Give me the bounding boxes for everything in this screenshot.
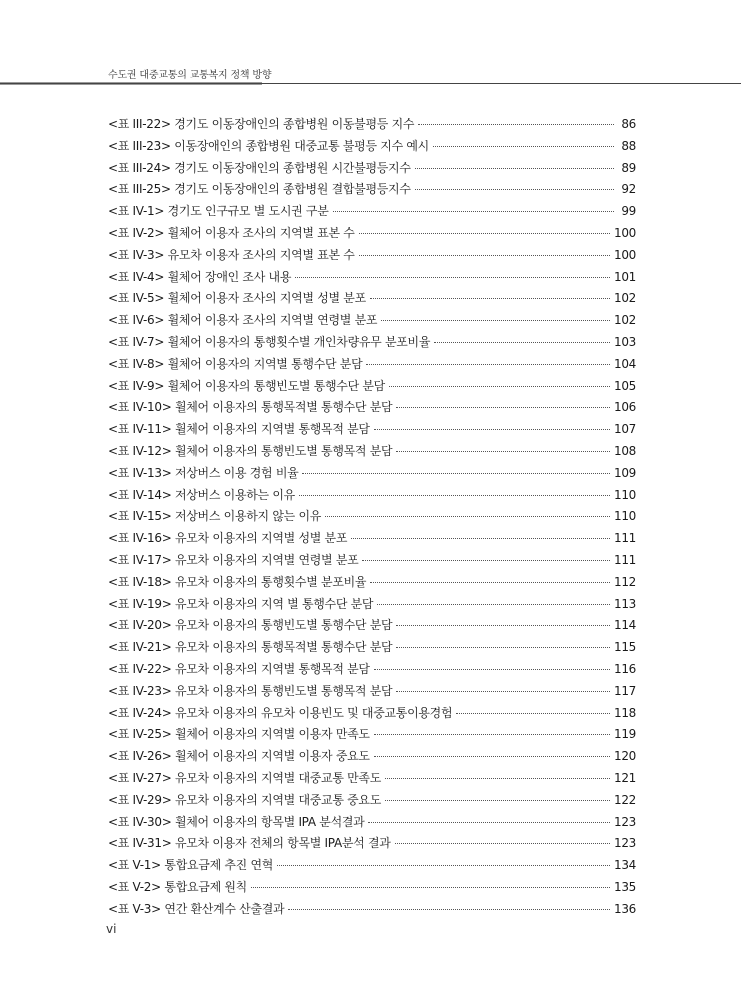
toc-entry-page: 86 bbox=[621, 117, 636, 131]
toc-entry-label: <표 III-24> 경기도 이동장애인의 종합병원 시간불평등지수 bbox=[108, 160, 411, 175]
toc-entry-label: <표 III-25> 경기도 이동장애인의 종합병원 결합불평등지수 bbox=[108, 182, 411, 197]
toc-entry-page: 89 bbox=[621, 160, 636, 175]
toc-entry-page: 118 bbox=[613, 705, 636, 720]
toc-dot-leader bbox=[251, 887, 610, 888]
toc-dot-leader bbox=[381, 320, 610, 321]
toc-entry[interactable] bbox=[108, 791, 636, 813]
toc-entry[interactable] bbox=[108, 224, 636, 246]
toc-entry-label: <표 IV-30> 휠체어 이용자의 항목별 IPA 분석결과 bbox=[108, 814, 365, 829]
toc-entry[interactable] bbox=[108, 268, 636, 290]
toc-entry-label: <표 IV-8> 휠체어 이용자의 지역별 통행수단 분담 bbox=[108, 356, 363, 371]
toc-entry-label: <표 IV-15> 저상버스 이용하지 않는 이유 bbox=[108, 509, 322, 524]
toc-entry-page: 88 bbox=[621, 138, 636, 153]
toc-dot-leader bbox=[434, 342, 610, 343]
toc-entry-page: 102 bbox=[613, 313, 636, 328]
toc-entry-label: <표 IV-25> 휠체어 이용자의 지역별 이용자 만족도 bbox=[108, 727, 370, 742]
toc-entry[interactable] bbox=[108, 900, 636, 922]
toc-entry[interactable] bbox=[108, 377, 636, 399]
toc-entry[interactable] bbox=[108, 725, 636, 747]
toc-entry-page: 107 bbox=[613, 422, 636, 437]
toc-entry-page: 120 bbox=[613, 749, 636, 764]
toc-entry-page: 123 bbox=[613, 836, 636, 851]
toc-entry-page: 136 bbox=[613, 901, 636, 916]
toc-dot-leader bbox=[366, 364, 610, 365]
toc-entry-page: 99 bbox=[621, 204, 636, 219]
running-header: 수도권 대중교통의 교통복지 정책 방향 bbox=[108, 70, 272, 81]
toc-entry[interactable] bbox=[108, 704, 636, 726]
toc-entry-label: <표 IV-24> 유모차 이용자의 유모차 이용빈도 및 대중교통이용경험 bbox=[108, 705, 453, 720]
toc-entry[interactable] bbox=[108, 333, 636, 355]
toc-entry-label: <표 IV-14> 저상버스 이용하는 이유 bbox=[108, 487, 295, 502]
toc-entry-label: <표 IV-20> 유모차 이용자의 통행빈도별 통행수단 분담 bbox=[108, 618, 393, 633]
toc-entry[interactable] bbox=[108, 595, 636, 617]
toc-dot-leader bbox=[351, 538, 610, 539]
toc-entry[interactable] bbox=[108, 355, 636, 377]
toc-dot-leader bbox=[385, 778, 610, 779]
toc-dot-leader bbox=[396, 691, 610, 692]
toc-entry[interactable] bbox=[108, 159, 636, 181]
toc-entry-label: <표 IV-27> 유모차 이용자의 지역별 대중교통 만족도 bbox=[108, 770, 381, 785]
toc-entry[interactable] bbox=[108, 573, 636, 595]
toc-entry[interactable] bbox=[108, 202, 636, 224]
toc-entry-label: <표 IV-10> 휠체어 이용자의 통행목적별 통행수단 분담 bbox=[108, 400, 393, 415]
header-rule bbox=[0, 83, 741, 84]
toc-entry[interactable] bbox=[108, 289, 636, 311]
toc-entry-page: 101 bbox=[613, 269, 636, 284]
toc-entry[interactable] bbox=[108, 856, 636, 878]
toc-entry-page: 105 bbox=[613, 378, 636, 393]
toc-dot-leader bbox=[415, 189, 614, 190]
toc-dot-leader bbox=[374, 734, 610, 735]
toc-entry-label: <표 IV-23> 유모차 이용자의 통행빈도별 통행목적 분담 bbox=[108, 683, 393, 698]
toc-entry[interactable] bbox=[108, 137, 636, 159]
toc-dot-leader bbox=[374, 429, 610, 430]
toc-entry[interactable] bbox=[108, 616, 636, 638]
toc-entry[interactable] bbox=[108, 442, 636, 464]
toc-dot-leader bbox=[374, 669, 610, 670]
toc-entry-label: <표 IV-7> 휠체어 이용자의 통행횟수별 개인차량유무 분포비율 bbox=[108, 334, 431, 349]
toc-entry[interactable] bbox=[108, 834, 636, 856]
toc-entry[interactable] bbox=[108, 398, 636, 420]
toc-entry-label: <표 IV-22> 유모차 이용자의 지역별 통행목적 분담 bbox=[108, 661, 370, 676]
toc-dot-leader bbox=[456, 713, 610, 714]
toc-entry-label: <표 IV-4> 휠체어 장애인 조사 내용 bbox=[108, 269, 292, 284]
toc-entry-label: <표 IV-9> 휠체어 이용자의 통행빈도별 통행수단 분담 bbox=[108, 378, 385, 393]
toc-entry-page: 110 bbox=[613, 509, 636, 524]
toc-dot-leader bbox=[396, 451, 610, 452]
toc-dot-leader bbox=[288, 909, 610, 910]
toc-entry[interactable] bbox=[108, 115, 636, 137]
toc-entry-label: <표 V-3> 연간 환산계수 산출결과 bbox=[108, 901, 285, 916]
toc-entry-label: <표 IV-21> 유모차 이용자의 통행목적별 통행수단 분담 bbox=[108, 640, 393, 655]
toc-dot-leader bbox=[396, 647, 610, 648]
toc-entry-page: 114 bbox=[613, 618, 636, 633]
toc-entry-page: 111 bbox=[613, 552, 636, 567]
toc-entry-page: 100 bbox=[613, 247, 636, 262]
toc-entry-page: 104 bbox=[613, 356, 636, 371]
toc-entry-page: 108 bbox=[613, 443, 636, 458]
toc-entry-label: <표 III-23> 이동장애인의 종합병원 대중교통 불평등 지수 예시 bbox=[108, 138, 429, 153]
toc-dot-leader bbox=[362, 560, 610, 561]
toc-dot-leader bbox=[370, 298, 610, 299]
toc-entry-label: <표 V-2> 통합요금제 원칙 bbox=[108, 879, 247, 894]
toc-dot-leader bbox=[385, 800, 610, 801]
toc-entry-page: 103 bbox=[613, 334, 636, 349]
toc-dot-leader bbox=[377, 604, 610, 605]
toc-dot-leader bbox=[299, 495, 610, 496]
toc-entry-page: 92 bbox=[621, 182, 636, 197]
toc-entry-page: 106 bbox=[613, 400, 636, 415]
toc-entry-page: 134 bbox=[613, 858, 636, 873]
toc-entry[interactable] bbox=[108, 878, 636, 900]
toc-entry-label: <표 IV-16> 유모차 이용자의 지역별 성별 분포 bbox=[108, 531, 348, 546]
toc-dot-leader bbox=[396, 407, 610, 408]
table-of-contents bbox=[108, 115, 636, 921]
toc-entry[interactable] bbox=[108, 638, 636, 660]
toc-dot-leader bbox=[415, 168, 614, 169]
toc-dot-leader bbox=[374, 756, 610, 757]
toc-entry-page: 115 bbox=[613, 640, 636, 655]
toc-entry[interactable] bbox=[108, 551, 636, 573]
toc-entry-label: <표 IV-31> 유모차 이용자 전체의 항목별 IPA분석 결과 bbox=[108, 836, 391, 851]
toc-entry-label: <표 IV-26> 휠체어 이용자의 지역별 이용자 중요도 bbox=[108, 749, 370, 764]
toc-entry-page: 119 bbox=[613, 727, 636, 742]
toc-entry-label: <표 IV-3> 유모차 이용자 조사의 지역별 표본 수 bbox=[108, 247, 355, 262]
toc-entry-page: 135 bbox=[613, 879, 636, 894]
toc-entry[interactable] bbox=[108, 660, 636, 682]
toc-entry[interactable] bbox=[108, 420, 636, 442]
toc-entry[interactable] bbox=[108, 311, 636, 333]
toc-entry-label: <표 IV-6> 휠체어 이용자 조사의 지역별 연령별 분포 bbox=[108, 313, 378, 328]
toc-dot-leader bbox=[389, 386, 610, 387]
toc-dot-leader bbox=[433, 146, 614, 147]
toc-dot-leader bbox=[295, 277, 610, 278]
toc-dot-leader bbox=[325, 516, 610, 517]
toc-entry[interactable] bbox=[108, 769, 636, 791]
toc-entry-label: <표 IV-13> 저상버스 이용 경험 비율 bbox=[108, 465, 299, 480]
toc-dot-leader bbox=[359, 233, 610, 234]
toc-entry-page: 116 bbox=[613, 661, 636, 676]
toc-entry-label: <표 IV-19> 유모차 이용자의 지역 별 통행수단 분담 bbox=[108, 596, 374, 611]
toc-dot-leader bbox=[333, 211, 615, 212]
toc-entry-label: <표 IV-29> 유모차 이용자의 지역별 대중교통 중요도 bbox=[108, 792, 381, 807]
toc-entry-label: <표 IV-1> 경기도 인구규모 별 도시권 구분 bbox=[108, 204, 329, 219]
toc-dot-leader bbox=[370, 582, 610, 583]
toc-entry-page: 110 bbox=[613, 487, 636, 502]
toc-dot-leader bbox=[302, 473, 610, 474]
toc-entry-label: <표 IV-12> 휠체어 이용자의 통행빈도별 통행목적 분담 bbox=[108, 443, 393, 458]
toc-entry[interactable] bbox=[108, 464, 636, 486]
toc-entry[interactable] bbox=[108, 529, 636, 551]
toc-entry-label: <표 IV-2> 휠체어 이용자 조사의 지역별 표본 수 bbox=[108, 225, 355, 240]
toc-entry-label: <표 IV-18> 유모차 이용자의 통행횟수별 분포비율 bbox=[108, 574, 367, 589]
toc-dot-leader bbox=[396, 625, 610, 626]
toc-entry[interactable] bbox=[108, 747, 636, 769]
toc-entry-page: 102 bbox=[613, 291, 636, 306]
toc-entry[interactable] bbox=[108, 180, 636, 202]
toc-entry[interactable] bbox=[108, 682, 636, 704]
toc-dot-leader bbox=[359, 255, 610, 256]
toc-entry-page: 117 bbox=[613, 683, 636, 698]
toc-entry-label: <표 V-1> 통합요금제 추진 연혁 bbox=[108, 858, 274, 873]
toc-entry-page: 112 bbox=[613, 574, 636, 589]
toc-entry[interactable] bbox=[108, 507, 636, 529]
toc-entry-page: 121 bbox=[613, 770, 636, 785]
toc-dot-leader bbox=[277, 865, 610, 866]
toc-entry[interactable] bbox=[108, 813, 636, 835]
toc-entry-label: <표 IV-11> 휠체어 이용자의 지역별 통행목적 분담 bbox=[108, 422, 370, 437]
toc-entry-page: 122 bbox=[613, 792, 636, 807]
toc-entry-page: 109 bbox=[613, 465, 636, 480]
toc-entry-page: 111 bbox=[613, 531, 636, 546]
toc-entry-label: <표 IV-17> 유모차 이용자의 지역별 연령별 분포 bbox=[108, 552, 359, 567]
toc-entry-label: <표 IV-5> 휠체어 이용자 조사의 지역별 성별 분포 bbox=[108, 291, 366, 306]
toc-entry-page: 113 bbox=[613, 596, 636, 611]
toc-entry-page: 100 bbox=[613, 225, 636, 240]
page-number: vi bbox=[106, 922, 117, 936]
toc-entry-page: 123 bbox=[613, 814, 636, 829]
toc-dot-leader bbox=[395, 843, 610, 844]
toc-dot-leader bbox=[418, 124, 614, 125]
toc-dot-leader bbox=[368, 822, 610, 823]
toc-entry[interactable] bbox=[108, 246, 636, 268]
toc-entry[interactable] bbox=[108, 486, 636, 508]
toc-entry-label: <표 III-22> 경기도 이동장애인의 종합병원 이동불평등 지수 bbox=[108, 117, 415, 131]
